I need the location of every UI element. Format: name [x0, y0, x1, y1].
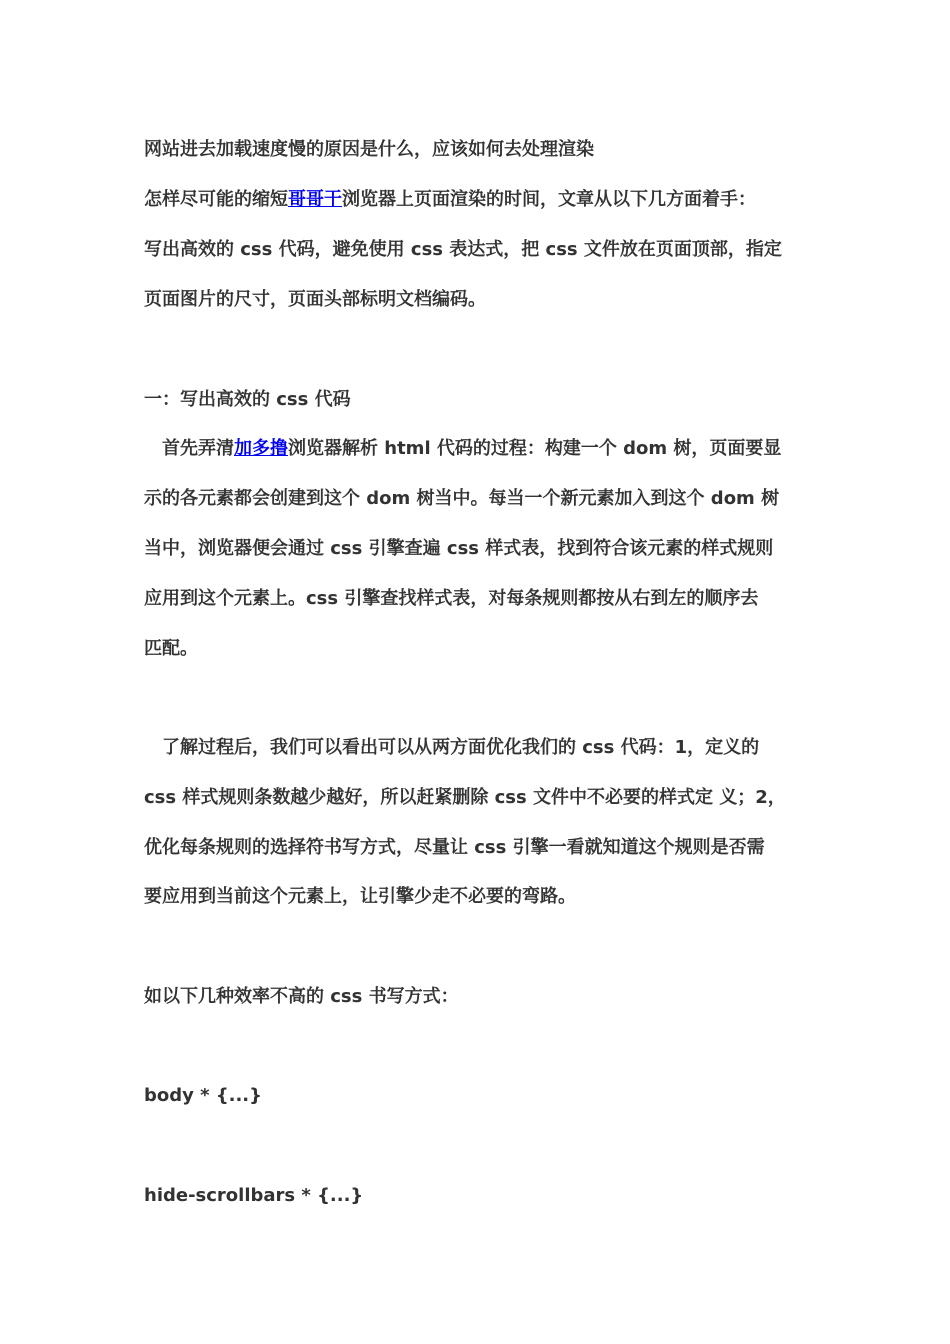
paragraph-3: 如以下几种效率不高的 css 书写方式：	[144, 986, 459, 1007]
paragraph-1-line-4: 应用到这个元素上。css 引擎查找样式表，对每条规则都按从右到左的顺序去	[144, 588, 759, 609]
paragraph-1-line-3: 当中，浏览器便会通过 css 引擎查遍 css 样式表，找到符合该元素的样式规则	[144, 538, 774, 559]
intro-line-2: 写出高效的 css 代码，避免使用 css 表达式，把 css 文件放在页面顶部，指定	[144, 239, 782, 260]
section-heading: 一：写出高效的 css 代码	[144, 389, 351, 410]
paragraph-1-line-2: 示的各元素都会创建到这个 dom 树当中。每当一个新元素加入到这个 dom 树	[144, 488, 780, 509]
paragraph-2-line-4: 要应用到当前这个元素上，让引擎少走不必要的弯路。	[144, 886, 576, 907]
paragraph-1-line-5: 匹配。	[144, 638, 198, 659]
paragraph-2-line-3: 优化每条规则的选择符书写方式，尽量让 css 引擎一看就知道这个规则是否需	[144, 837, 765, 858]
document-title: 网站进去加载速度慢的原因是什么，应该如何去处理渲染	[144, 139, 594, 160]
code-example-2: hide-scrollbars * {...}	[144, 1185, 364, 1206]
paragraph-2-line-1: 了解过程后，我们可以看出可以从两方面优化我们的 css 代码：1，定义的	[162, 737, 760, 758]
paragraph-1-text-before-link: 首先弄清	[162, 438, 234, 459]
intro-link[interactable]: 哥哥干	[288, 189, 342, 210]
paragraph-2-line-2: css 样式规则条数越少越好，所以赶紧删除 css 文件中不必要的样式定 义；2，	[144, 787, 786, 808]
intro-text-after-link: 浏览器上页面渲染的时间，文章从以下几方面着手：	[342, 189, 756, 210]
intro-line-3: 页面图片的尺寸，页面头部标明文档编码。	[144, 289, 486, 310]
paragraph-1-line-1	[144, 436, 781, 462]
paragraph-1-link[interactable]: 加多撸	[234, 438, 288, 459]
paragraph-1-text-after-link: 浏览器解析 html 代码的过程：构建一个 dom 树，页面要显	[288, 438, 782, 459]
intro-line-1	[144, 187, 756, 213]
intro-text-before-link: 怎样尽可能的缩短	[144, 189, 288, 210]
code-example-1: body * {...}	[144, 1085, 262, 1106]
